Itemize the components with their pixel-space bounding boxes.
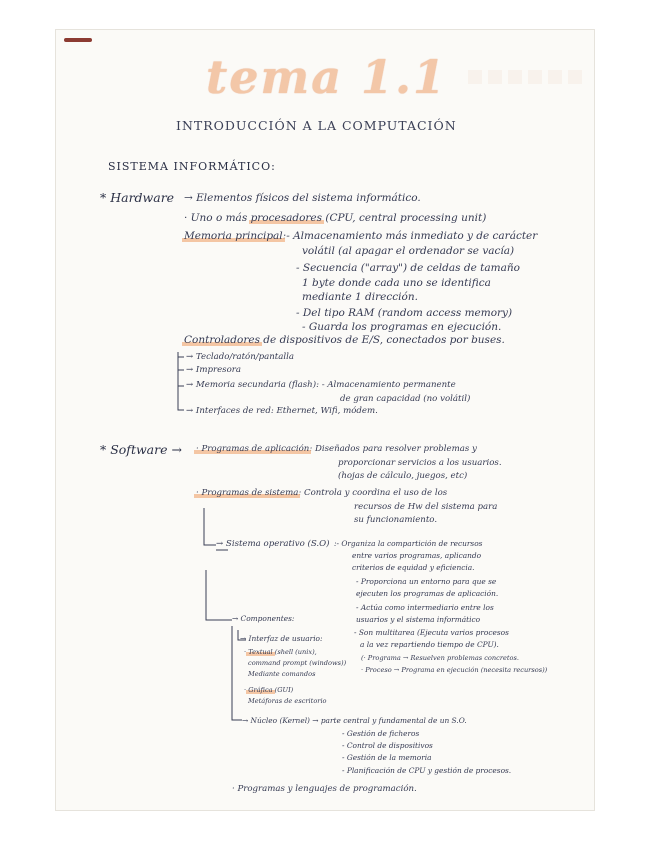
- os-label: → Sistema operativo (S.O): [216, 539, 330, 549]
- kernel-line-2: - Gestión de la memoria: [342, 753, 432, 762]
- user-interface-label: → Interfaz de usuario:: [240, 634, 323, 643]
- controller-item-2: → Memoria secundaria (flash): - Almacenamiento permanente: [186, 380, 456, 390]
- controller-item-3: de gran capacidad (no volátil): [340, 394, 471, 404]
- os-line-1: entre varios programas, aplicando: [352, 551, 482, 560]
- cpu-line-rest: (CPU, central processing unit): [322, 212, 487, 224]
- hardware-label: * Hardware: [100, 190, 175, 205]
- system-programs-line-0: : Controla y coordina el uso de los: [298, 488, 448, 498]
- kernel-line-0: - Gestión de ficheros: [342, 729, 420, 738]
- graphic-term: Gráfica: [248, 686, 273, 694]
- textual-term: Textual: [248, 648, 273, 656]
- memory-term: Memoria principal: [184, 230, 283, 242]
- hardware-definition: → Elementos físicos del sistema informático.: [184, 192, 421, 204]
- connector-lines: [56, 30, 594, 810]
- apps-term: · Programas de aplicación: [196, 444, 310, 454]
- os-line-9: (· Programa → Resuelven problemas concretos.: [361, 654, 519, 662]
- memory-line-2: - Secuencia ("array") de celdas de tamaño: [296, 262, 520, 274]
- section-heading: SISTEMA INFORMÁTICO:: [108, 160, 276, 173]
- graphic-line-0: Metáforas de escritorio: [248, 697, 327, 705]
- memory-line-0: :- Almacenamiento más inmediato y de carácter: [282, 230, 538, 242]
- controllers-term: Controladores: [184, 334, 260, 346]
- final-line: · Programas y lenguajes de programación.: [232, 784, 417, 794]
- memory-line-1: volátil (al apagar el ordenador se vacía): [302, 245, 515, 257]
- controllers-rest: de dispositivos de E/S, conectados por buses.: [259, 334, 505, 346]
- system-programs-line: [196, 488, 447, 498]
- controller-item-1: → Impresora: [186, 365, 241, 375]
- cpu-line-head: · Uno o más: [184, 212, 251, 224]
- components-label: → Componentes:: [232, 614, 295, 623]
- memory-line-6: - Guarda los programas en ejecución.: [302, 321, 502, 333]
- textual-line-1: Mediante comandos: [248, 670, 316, 678]
- system-programs-term: · Programas de sistema: [196, 488, 299, 498]
- controllers-line: [184, 334, 505, 346]
- textual-rest: (shell (unix),: [272, 648, 317, 656]
- os-line-6: usuarios y el sistema informático: [356, 615, 481, 624]
- controller-item-4: → Interfaces de red: Ethernet, Wifi, módem.: [186, 406, 378, 416]
- os-line-8: a la vez repartiendo tiempo de CPU).: [360, 640, 499, 649]
- textual-bullet: ·: [244, 648, 249, 656]
- cpu-term: procesadores: [250, 212, 323, 224]
- cpu-line: [184, 212, 486, 224]
- system-programs-line-2: su funcionamiento.: [354, 515, 438, 525]
- kernel-line-3: - Planificación de CPU y gestión de procesos.: [342, 766, 512, 775]
- graphic-rest: (GUI): [272, 686, 294, 694]
- os-line-5: - Actúa como intermediario entre los: [356, 603, 494, 612]
- os-line-0: :- Organiza la compartición de recursos: [334, 539, 483, 548]
- textual-line-0: command prompt (windows)): [248, 659, 347, 667]
- controller-item-0: → Teclado/ratón/pantalla: [186, 352, 294, 362]
- graphic-line: [244, 686, 293, 694]
- os-line-7: - Son multitarea (Ejecuta varios procesos: [354, 628, 509, 637]
- apps-line-0: : Diseñados para resolver problemas y: [309, 444, 477, 454]
- os-line-2: criterios de equidad y eficiencia.: [352, 563, 475, 572]
- apps-line: [196, 444, 477, 454]
- system-programs-line-1: recursos de Hw del sistema para: [354, 502, 498, 512]
- memory-line-5: - Del tipo RAM (random access memory): [296, 307, 513, 319]
- page-title: tema 1.1: [206, 50, 448, 104]
- memory-line-3: 1 byte donde cada uno se identifica: [302, 277, 491, 289]
- apps-line-1: proporcionar servicios a los usuarios.: [338, 458, 502, 468]
- memory-line: [184, 230, 537, 242]
- os-line-4: ejecuten los programas de aplicación.: [356, 589, 499, 598]
- software-label: * Software →: [100, 442, 182, 457]
- kernel-label: → Núcleo (Kernel) → parte central y fundamental de un S.O.: [242, 716, 467, 725]
- textual-line: [244, 648, 317, 656]
- os-line-3: - Proporciona un entorno para que se: [356, 577, 497, 586]
- os-line-10: · Proceso → Programa en ejecución (necesita recursos)): [361, 666, 548, 674]
- page-subtitle: INTRODUCCIÓN A LA COMPUTACIÓN: [176, 118, 457, 133]
- notebook-page: [56, 30, 594, 810]
- apps-line-2: (hojas de cálculo, juegos, etc): [338, 471, 468, 481]
- memory-line-4: mediante 1 dirección.: [302, 291, 418, 303]
- graphic-bullet: ·: [244, 686, 249, 694]
- kernel-line-1: - Control de dispositivos: [342, 741, 433, 750]
